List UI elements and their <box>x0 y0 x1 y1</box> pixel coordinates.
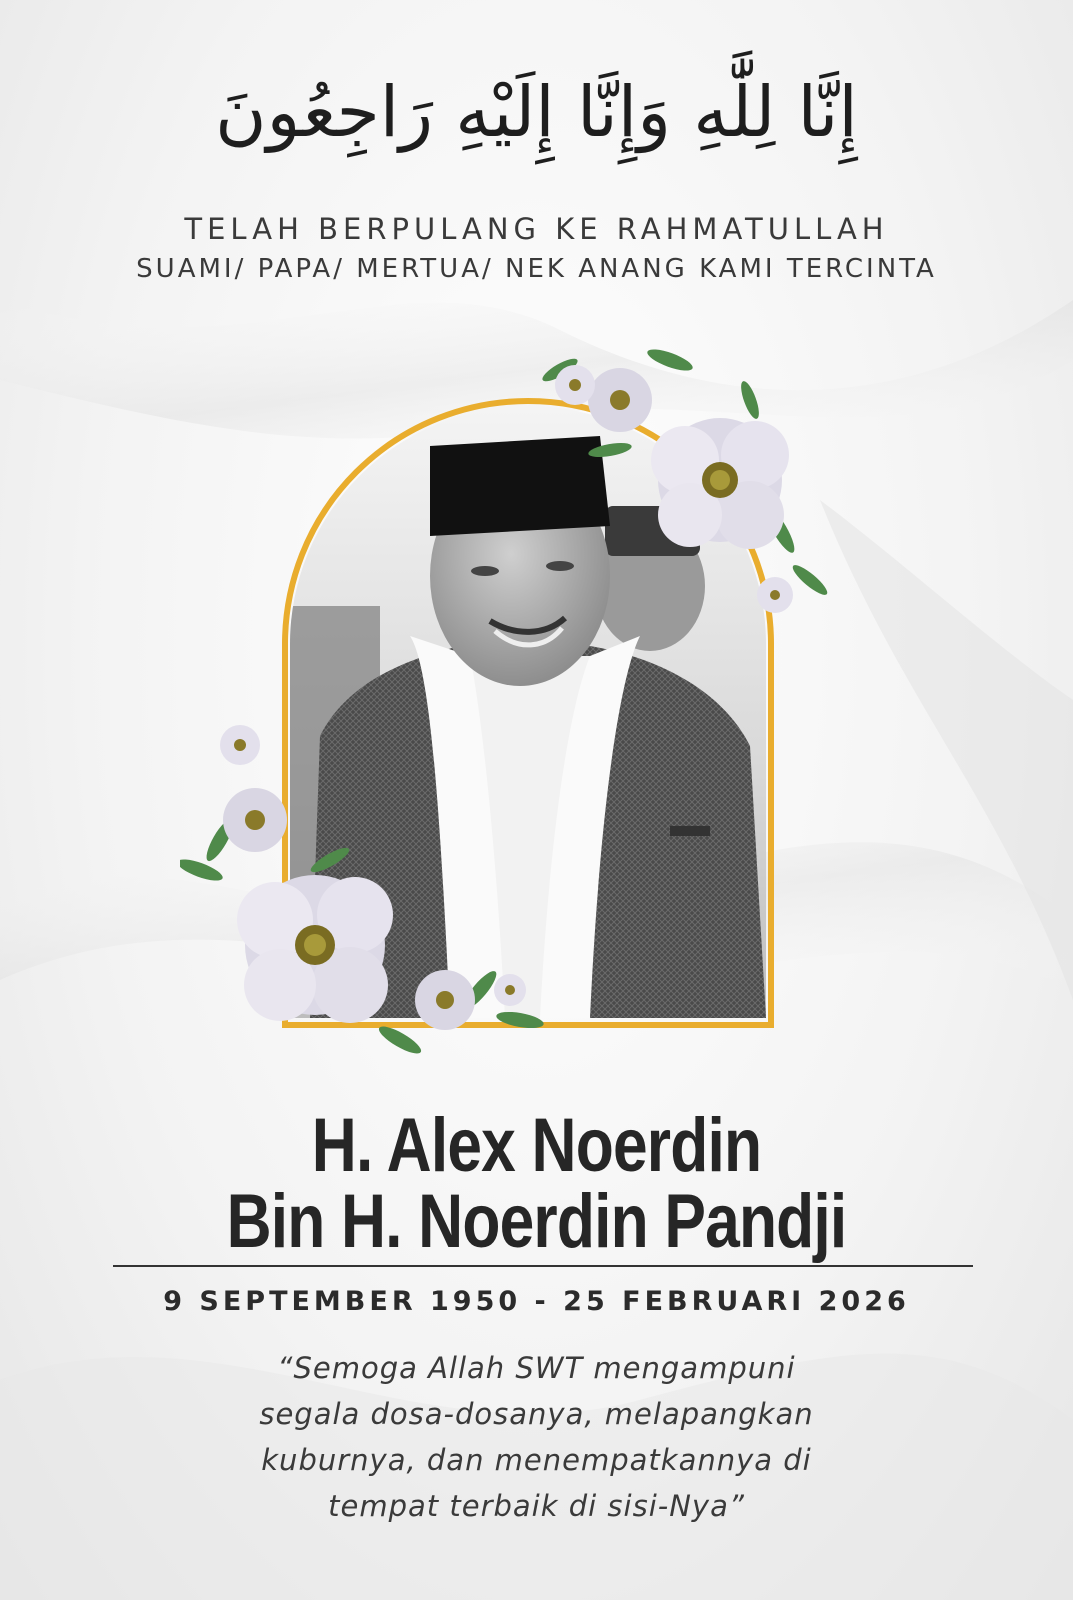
name-line-2: Bin H. Noerdin Pandji <box>226 1179 847 1264</box>
prayer-quote <box>0 1345 1073 1529</box>
heading-line-1: TELAH BERPULANG KE RAHMATULLAH <box>184 212 889 246</box>
flower-bouquet-top <box>520 340 840 640</box>
quote-line: tempat terbaik di sisi-Nya” <box>328 1489 745 1523</box>
name-line-1: H. Alex Noerdin <box>311 1103 762 1188</box>
arabic-phrase: إِنَّا لِلَّٰهِ وَإِنَّا إِلَيْهِ رَاجِعُونَ <box>215 71 858 153</box>
quote-line: segala dosa-dosanya, melapangkan <box>259 1397 814 1431</box>
life-dates: 9 SEPTEMBER 1950 - 25 FEBRUARI 2026 <box>163 1286 910 1317</box>
heading-line-2: SUAMI/ PAPA/ MERTUA/ NEK ANANG KAMI TERCINTA <box>136 254 937 284</box>
quote-line: kuburnya, dan menempatkannya di <box>261 1443 812 1477</box>
divider-line <box>113 1265 973 1267</box>
flower-bouquet-bottom <box>180 720 560 1090</box>
quote-line: “Semoga Allah SWT mengampuni <box>277 1351 796 1385</box>
